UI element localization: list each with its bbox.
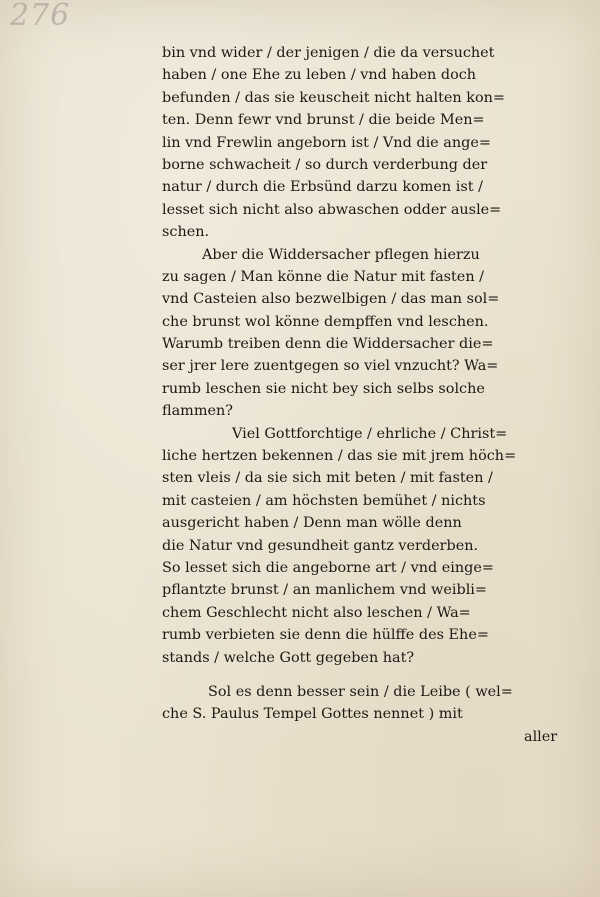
text-line: Warumb treiben denn die Widdersacher die= xyxy=(162,336,494,353)
text-block xyxy=(162,42,572,748)
text-line: rumb leschen sie nicht bey sich selbs solche xyxy=(162,380,485,397)
text-line: zu sagen / Man könne die Natur mit fasten / xyxy=(162,268,485,285)
text-line: befunden / das sie keuscheit nicht halten kon= xyxy=(162,89,505,106)
paragraph-3 xyxy=(162,423,572,669)
paragraph-2 xyxy=(162,244,572,423)
paragraph-gap xyxy=(162,669,572,681)
text-line: vnd Casteien also bezwelbigen / das man sol= xyxy=(162,291,500,308)
text-line: chem Geschlecht nicht also leschen / Wa= xyxy=(162,604,471,621)
text-line: Sol es denn besser sein / die Leibe ( wel= xyxy=(208,683,513,700)
text-line: haben / one Ehe zu leben / vnd haben doch xyxy=(162,67,477,84)
text-line: flammen? xyxy=(162,403,233,420)
catchword: aller xyxy=(524,728,558,745)
text-line: lin vnd Frewlin angeborn ist / Vnd die ange= xyxy=(162,134,491,151)
text-line: die Natur vnd gesundheit gantz verderben. xyxy=(162,537,479,554)
text-line: borne schwacheit / so durch verderbung der xyxy=(162,156,488,173)
text-line: lesset sich nicht also abwaschen odder ausle= xyxy=(162,201,502,218)
text-line: ten. Denn fewr vnd brunst / die beide Men= xyxy=(162,112,485,129)
text-line: mit casteien / am höchsten bemühet / nichts xyxy=(162,492,486,509)
text-line: Viel Gottforchtige / ehrliche / Christ= xyxy=(232,425,508,442)
text-line: pflantzte brunst / an manlichem vnd weibli= xyxy=(162,582,487,599)
text-line: che S. Paulus Tempel Gottes nennet ) mit xyxy=(162,706,463,723)
text-line: sten vleis / da sie sich mit beten / mit fasten / xyxy=(162,470,493,487)
text-line: liche hertzen bekennen / das sie mit jrem höch= xyxy=(162,448,517,465)
text-line: schen. xyxy=(162,224,210,241)
text-line: stands / welche Gott gegeben hat? xyxy=(162,649,415,666)
text-line: bin vnd wider / der jenigen / die da versuchet xyxy=(162,45,495,61)
text-line: natur / durch die Erbsünd darzu komen ist / xyxy=(162,179,483,196)
text-line: che brunst wol könne dempffen vnd leschen. xyxy=(162,313,489,330)
text-line: So lesset sich die angeborne art / vnd einge= xyxy=(162,559,494,576)
text-line: ausgericht haben / Denn man wölle denn xyxy=(162,515,462,532)
text-line: Aber die Widdersacher pflegen hierzu xyxy=(202,246,480,263)
folio-number: 276 xyxy=(10,0,71,33)
paragraph-1 xyxy=(162,42,572,244)
text-line: rumb verbieten sie denn die hülffe des Ehe= xyxy=(162,627,489,644)
paragraph-4 xyxy=(162,681,572,726)
text-line: ser jrer lere zuentgegen so viel vnzucht? Wa= xyxy=(162,358,499,375)
